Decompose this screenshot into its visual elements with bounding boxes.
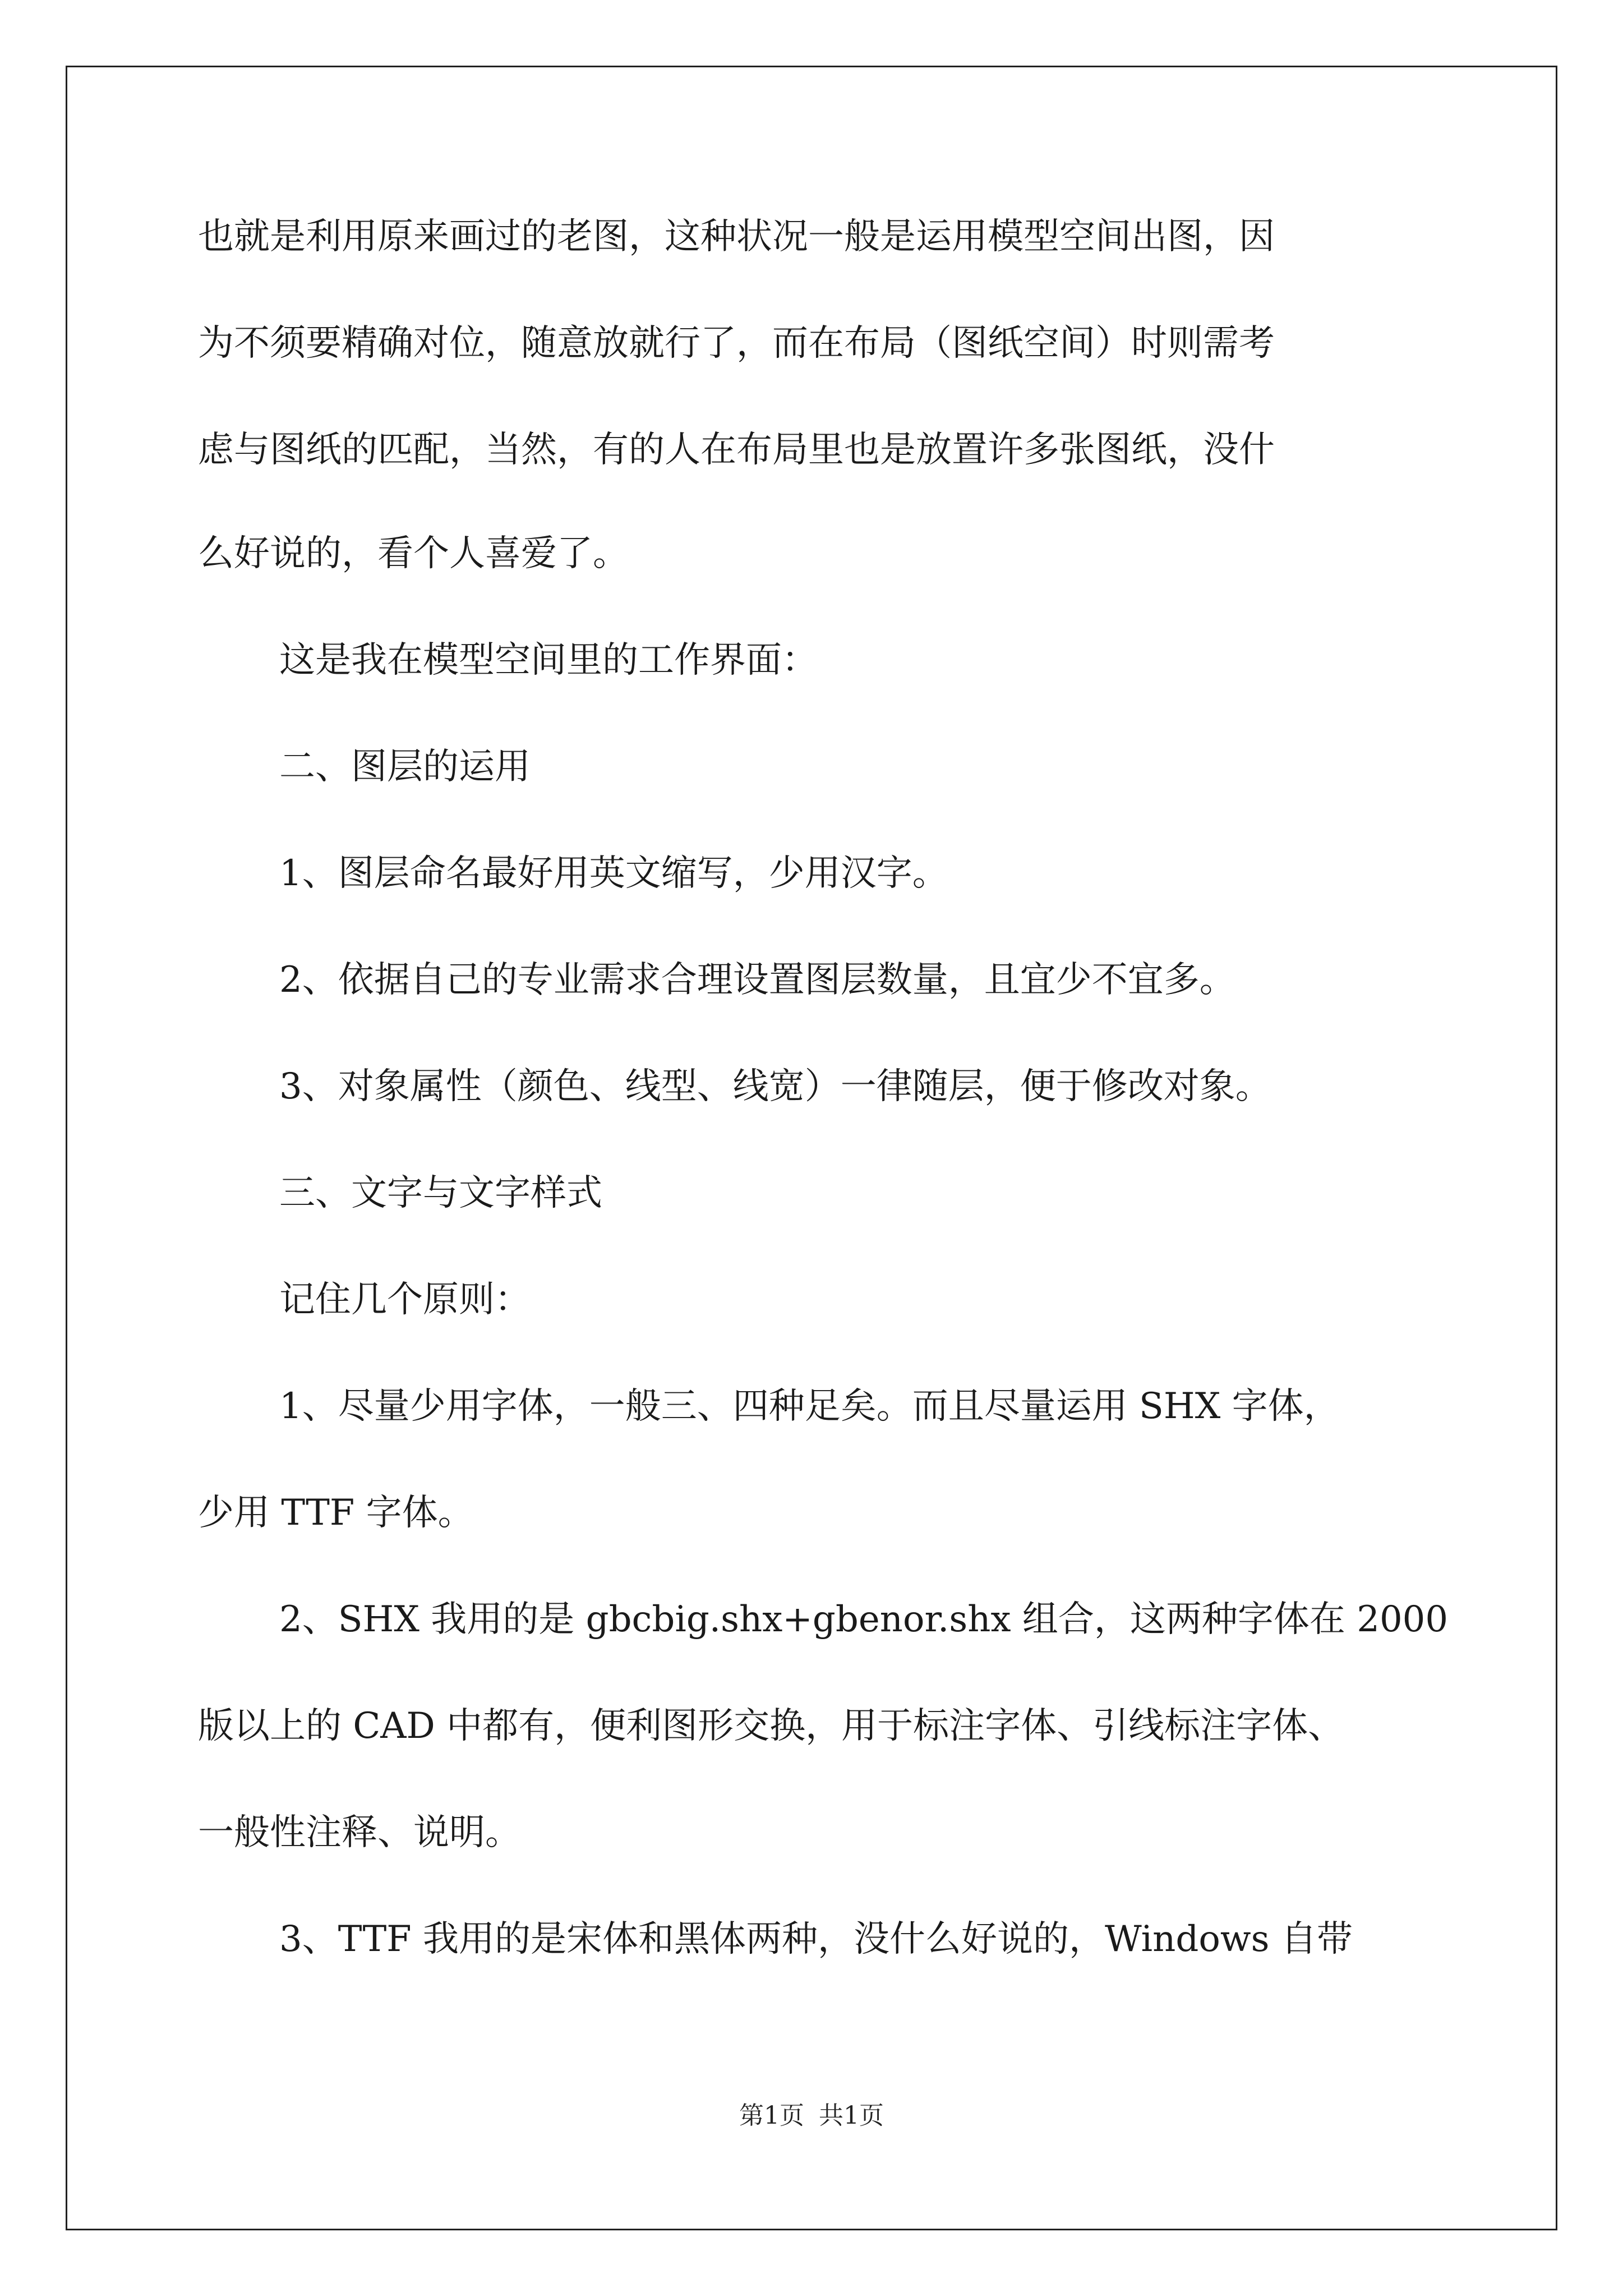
section-heading: 二、图层的运用	[279, 746, 531, 788]
paragraph-line: 一般性注释、说明。	[198, 1812, 521, 1853]
list-item: 3、TTF 我用的是宋体和黑体两种，没什么好说的，Windows 自带	[279, 1918, 1353, 1960]
list-item: 1、图层命名最好用英文缩写，少用汉字。	[279, 853, 948, 894]
list-item: 2、SHX 我用的是 gbcbig.shx+gbenor.shx 组合，这两种字体在 2000	[279, 1599, 1449, 1640]
page-border	[66, 66, 1557, 2230]
paragraph-line: 记住几个原则：	[279, 1279, 531, 1320]
page-total: 共1页	[819, 2101, 884, 2130]
list-item: 3、对象属性（颜色、线型、线宽）一律随层，便于修改对象。	[279, 1066, 1271, 1107]
page-footer	[0, 2095, 1623, 2131]
page-number: 第1页	[739, 2101, 804, 2130]
paragraph-line: 为不须要精确对位，随意放就行了，而在布局（图纸空间）时则需考	[198, 323, 1275, 364]
list-item: 1、尽量少用字体，一般三、四种足矣。而且尽量运用 SHX 字体，	[279, 1386, 1340, 1427]
paragraph-line: 少用 TTF 字体。	[198, 1492, 474, 1534]
paragraph-line: 版以上的 CAD 中都有，便利图形交换，用于标注字体、引线标注字体、	[198, 1705, 1344, 1747]
paragraph-line: 也就是利用原来画过的老图，这种状况一般是运用模型空间出图，因	[198, 216, 1275, 257]
paragraph-line: 虑与图纸的匹配，当然，有的人在布局里也是放置许多张图纸，没什	[198, 429, 1275, 471]
paragraph-line: 这是我在模型空间里的工作界面：	[279, 639, 818, 681]
paragraph-line: 么好说的，看个人喜爱了。	[198, 533, 629, 574]
section-heading: 三、文字与文字样式	[279, 1172, 602, 1214]
list-item: 2、依据自己的专业需求合理设置图层数量，且宜少不宜多。	[279, 959, 1235, 1001]
